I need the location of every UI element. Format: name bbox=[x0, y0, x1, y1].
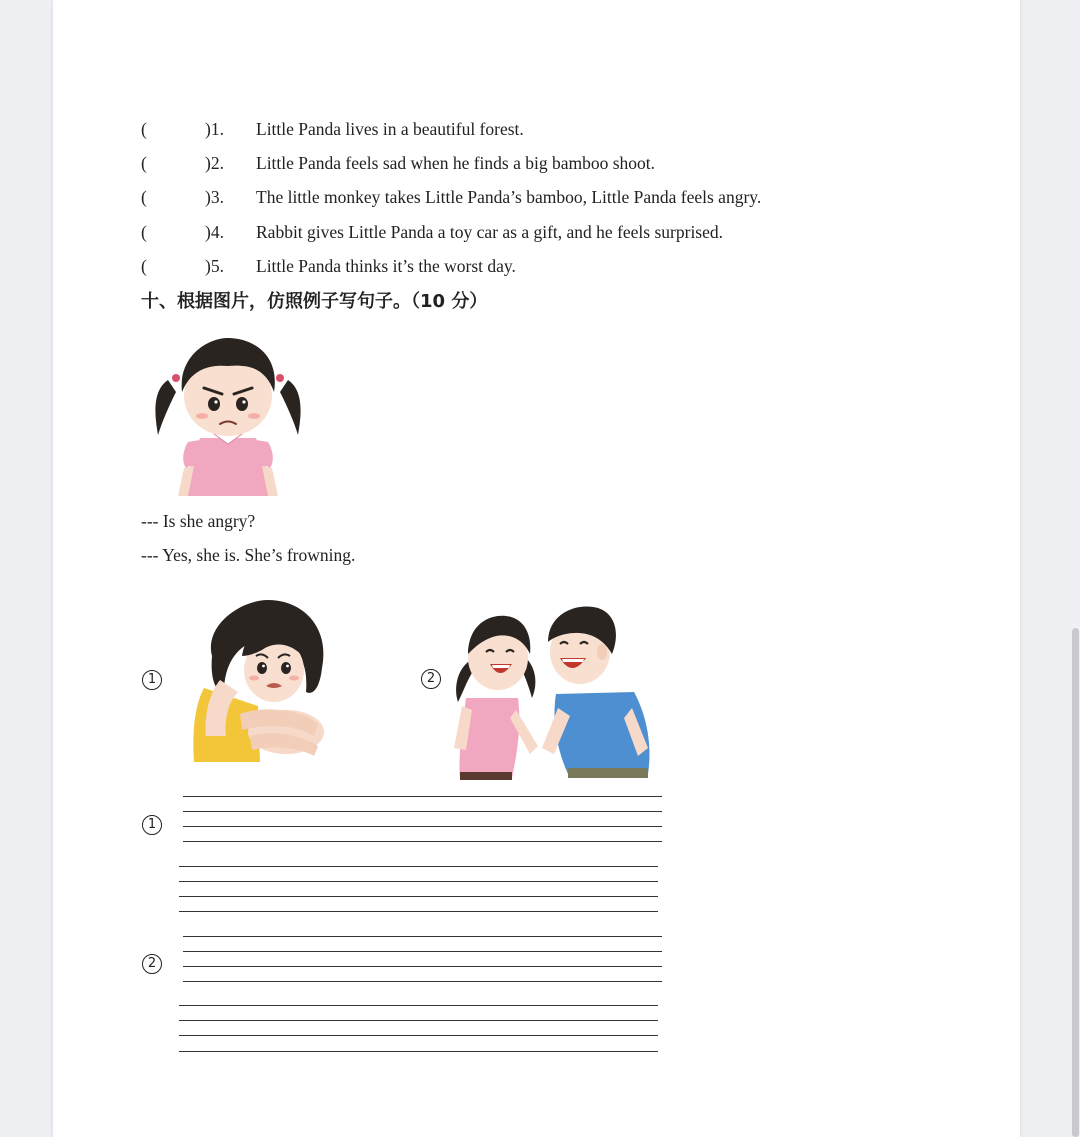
writing-line[interactable] bbox=[179, 1035, 658, 1036]
writing-line[interactable] bbox=[179, 1005, 658, 1006]
answer-marker-2: 2 bbox=[142, 954, 162, 974]
scrollbar-thumb[interactable] bbox=[1072, 628, 1079, 1137]
answer-marker-1: 1 bbox=[142, 815, 162, 835]
marker-1: 1 bbox=[142, 670, 162, 690]
writing-line[interactable] bbox=[183, 981, 662, 982]
answer-bracket[interactable]: ( bbox=[141, 119, 147, 139]
answer-bracket[interactable]: ( bbox=[141, 187, 147, 207]
item-number: )5. bbox=[205, 256, 224, 276]
writing-line[interactable] bbox=[183, 841, 662, 842]
writing-line[interactable] bbox=[179, 911, 658, 912]
item-number: )1. bbox=[205, 119, 224, 139]
statement-text: Little Panda lives in a beautiful forest. bbox=[256, 119, 524, 139]
statement-text: Little Panda feels sad when he finds a big bamboo shoot. bbox=[256, 153, 656, 173]
example-answer: --- Yes, she is. She’s frowning. bbox=[141, 545, 356, 565]
writing-line[interactable] bbox=[179, 866, 658, 867]
writing-line[interactable] bbox=[183, 796, 662, 797]
writing-line[interactable] bbox=[179, 896, 658, 897]
writing-line[interactable] bbox=[183, 951, 662, 952]
marker-2: 2 bbox=[421, 669, 441, 689]
section-title: 十、根据图片，仿照例子写句子。（10 分） bbox=[141, 291, 488, 312]
example-angry-girl-image bbox=[148, 330, 308, 500]
example-question: --- Is she angry? bbox=[141, 511, 256, 531]
statement-text: Rabbit gives Little Panda a toy car as a gift, and he feels surprised. bbox=[256, 222, 724, 242]
item-number: )3. bbox=[205, 187, 224, 207]
statement-text: Little Panda thinks it’s the worst day. bbox=[256, 256, 516, 276]
answer-bracket[interactable]: ( bbox=[141, 256, 147, 276]
answer-bracket[interactable]: ( bbox=[141, 153, 147, 173]
writing-line[interactable] bbox=[179, 1020, 658, 1021]
statement-text: The little monkey takes Little Panda’s bamboo, Little Panda feels angry. bbox=[256, 187, 762, 207]
writing-line[interactable] bbox=[183, 936, 662, 937]
answer-bracket[interactable]: ( bbox=[141, 222, 147, 242]
writing-line[interactable] bbox=[179, 1051, 658, 1052]
item-number: )2. bbox=[205, 153, 224, 173]
writing-line[interactable] bbox=[179, 881, 658, 882]
writing-line[interactable] bbox=[183, 811, 662, 812]
writing-line[interactable] bbox=[183, 826, 662, 827]
item-number: )4. bbox=[205, 222, 224, 242]
writing-line[interactable] bbox=[183, 966, 662, 967]
laughing-kids-image bbox=[452, 598, 658, 780]
scared-girl-image bbox=[190, 596, 335, 764]
